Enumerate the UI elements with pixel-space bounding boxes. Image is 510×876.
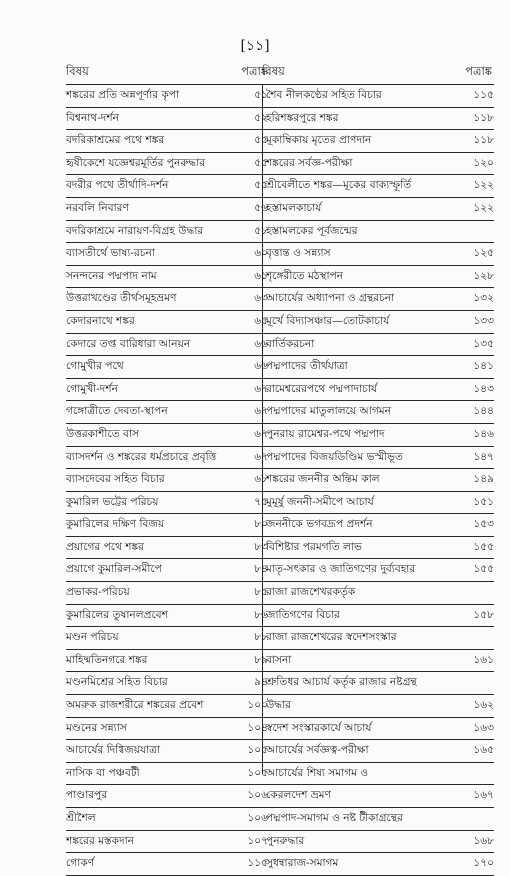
toc-entry-title: প্রয়াগে কুমারিল-সমীপে	[66, 563, 162, 576]
toc-entry-page: ৫৫	[254, 156, 268, 169]
toc-entry-title: জননীকে ভগবদ্রূপ প্রদর্শন	[266, 518, 373, 531]
toc-entry-title: গোকর্ণ	[66, 857, 95, 870]
toc-entry	[262, 401, 494, 424]
toc-entry	[66, 537, 268, 560]
toc-entry-page: ১৬৭	[473, 789, 494, 802]
toc-entry-page: ১২২	[473, 201, 494, 214]
toc-entry	[262, 153, 494, 176]
toc-entry-title: প্রভাকর-পরিচয়	[66, 586, 130, 599]
toc-entry-page: ৮০	[254, 518, 268, 531]
toc-entry-title: পদ্মপাদের তীর্থযাত্রা	[266, 360, 348, 373]
toc-entry	[262, 650, 494, 673]
toc-entry-page: ১৫৮	[473, 608, 494, 621]
toc-entry-title: রামেশ্বরেরপথে পদ্মপাদাচার্য	[266, 382, 378, 395]
toc-entry-title: কুমারিল ভট্টের পরিচয়	[66, 495, 159, 508]
toc-entry-page: ৮৮	[254, 631, 268, 644]
toc-entry-page: ১০৬	[247, 812, 268, 824]
toc-entry-page: ১৪৩	[473, 382, 494, 395]
toc-entry	[262, 740, 494, 763]
toc-entry	[66, 831, 268, 854]
toc-entry-page: ১৩২	[473, 292, 494, 305]
toc-entry-page: ৯৪	[254, 676, 268, 689]
toc-entry-title: উদ্ধার	[266, 699, 291, 712]
toc-entry-title: শঙ্করের সর্বজ্ঞ-পরীক্ষা	[266, 156, 353, 169]
toc-entry	[66, 266, 268, 289]
toc-entry-page: ১৬২	[473, 699, 494, 712]
toc-entry-title: পদ্মপাদ-সমাগম ও নষ্ট টীকাগ্রন্থের	[266, 812, 403, 824]
toc-entry-title: ব্যাসদর্শন ও শঙ্করের ধর্মপ্রচারে প্রবৃত্তি	[66, 450, 217, 463]
toc-entry-title: আচার্যের সর্বজ্ঞত্ব-পরীক্ষা	[266, 744, 369, 757]
toc-entry	[66, 334, 268, 357]
toc-entry	[262, 334, 494, 357]
toc-entry	[66, 108, 268, 131]
toc-entry	[262, 175, 494, 198]
toc-entry-page: ১২৫	[473, 247, 494, 260]
toc-entry-title: বদরীর পথে তীর্থাদি-দর্শন	[66, 179, 169, 192]
toc-entry-page: ৮৩	[254, 540, 268, 553]
toc-entry	[66, 288, 268, 311]
toc-entry-title: মণ্ডনমিশ্রের সহিত বিচার	[66, 676, 168, 689]
toc-entry	[262, 221, 494, 244]
toc-entry	[66, 130, 268, 153]
toc-entry-page: ১৫৫	[473, 563, 494, 576]
toc-entry-page: ৫৮	[254, 224, 268, 237]
toc-entry-title: পুনরুদ্ধার	[266, 834, 305, 847]
toc-entry	[66, 221, 268, 244]
toc-entry-page: ১৫৩	[473, 518, 494, 531]
toc-entry-title: মূর্খে বিদ্যাসঞ্চার—তোটকাচার্য	[266, 314, 390, 327]
toc-entry	[66, 447, 268, 470]
toc-entry	[262, 831, 494, 854]
toc-entry-title: হরিশঙ্করপুরে শঙ্কর	[266, 111, 339, 124]
toc-entry-title: রাজা রাজশেখরকর্তৃক	[266, 586, 356, 599]
toc-entry	[262, 469, 494, 492]
toc-entry-page: ৬৭	[254, 450, 268, 463]
toc-entry-page: ১১৫	[473, 89, 494, 101]
toc-entry-title: আচার্যের দিগ্বিজয়যাত্রা	[66, 744, 161, 757]
toc-entry-page: ১৩৩	[473, 314, 494, 327]
toc-entry	[262, 130, 494, 153]
toc-entry-title: শঙ্করের মস্তকদান	[66, 834, 135, 847]
toc-entry	[262, 605, 494, 628]
toc-entry-title: নরবলি নিবারণ	[66, 201, 129, 214]
toc-entry-page: ৫২	[254, 111, 268, 124]
toc-entry	[262, 718, 494, 741]
page-number: [১১]	[240, 38, 270, 54]
subject-heading: বিষয়	[66, 64, 89, 78]
toc-entry	[262, 311, 494, 334]
toc-entry-title: বার্তিকরচনা	[266, 337, 315, 350]
toc-entry	[66, 85, 268, 108]
toc-entry-page: ১০৭	[247, 834, 268, 847]
toc-entry-page: ১৫১	[473, 495, 494, 508]
left-entry-list	[66, 85, 268, 876]
toc-entry	[66, 401, 268, 424]
toc-entry-page: ১৬৮	[473, 834, 494, 847]
toc-entry-title: কেদারনাথে শঙ্কর	[66, 314, 135, 327]
toc-entry-page: ৬৮	[254, 473, 268, 486]
toc-entry-title: শ্রুতিধর আচার্য কর্তৃক রাজার নষ্টগ্রন্থ	[266, 676, 417, 689]
toc-entry-page: ৮৪	[254, 563, 268, 576]
toc-entry	[66, 853, 268, 876]
right-column	[262, 66, 494, 876]
toc-entry-page: ৫৬	[254, 201, 268, 214]
toc-entry-page: ৬৬	[254, 337, 268, 350]
toc-entry-page: ১৪৯	[473, 473, 494, 486]
toc-entry-page: ১২৮	[473, 269, 494, 282]
toc-entry-title: শৈব নীলকণ্ঠের সহিত বিচার	[266, 89, 382, 101]
toc-entry	[66, 379, 268, 402]
toc-entry	[66, 672, 268, 695]
toc-entry-title: গোমুখীর পথে	[66, 360, 124, 373]
toc-entry-page: ১৫৫	[473, 540, 494, 553]
toc-entry-title: সনন্দনের পদ্মপাদ নাম	[66, 269, 157, 282]
toc-entry-page: ১৭০	[473, 857, 494, 870]
toc-entry-title: স্বদেশ সংস্কারকার্যে আচার্য	[266, 721, 372, 734]
toc-entry	[262, 288, 494, 311]
toc-entry-title: মুমূর্ষু জননী-সমীপে আচার্য	[266, 495, 374, 508]
toc-entry-title: পাণ্ডারপুর	[66, 789, 108, 802]
toc-entry	[262, 492, 494, 515]
toc-entry-title: হস্তামলকের পূর্বজন্মের	[266, 224, 358, 237]
toc-entry	[262, 537, 494, 560]
toc-entry	[262, 763, 494, 786]
toc-entry	[66, 175, 268, 198]
toc-entry-page: ১৪১	[473, 360, 494, 373]
toc-entry-page: ১০৬	[247, 789, 268, 802]
toc-entry	[262, 85, 494, 108]
toc-entry	[262, 695, 494, 718]
toc-entry	[66, 605, 268, 628]
toc-entry	[66, 559, 268, 582]
toc-entry-title: ব্যাসতীর্থে ভাষ্য-রচনা	[66, 247, 155, 260]
toc-entry-title: শ্রীশৈল	[66, 812, 96, 824]
toc-entry	[66, 469, 268, 492]
toc-entry-title: বাসনা	[266, 653, 292, 666]
toc-entry-page: ১০৪	[247, 721, 268, 734]
toc-entry	[66, 627, 268, 650]
subject-heading: বিষয়	[262, 64, 285, 78]
toc-entry-page: ১০৫	[247, 744, 268, 757]
toc-entry	[66, 243, 268, 266]
left-column	[66, 64, 268, 876]
toc-entry	[66, 492, 268, 515]
toc-entry-page: ১৩৫	[473, 337, 494, 350]
toc-entry-page: ৮৬	[254, 608, 268, 621]
toc-entry-page: ১৬৩	[473, 721, 494, 734]
toc-entry	[66, 785, 268, 808]
toc-entry	[262, 266, 494, 289]
toc-entry-title: শৃঙ্গেরীতে মঠস্থাপন	[266, 269, 344, 282]
toc-entry	[262, 447, 494, 470]
toc-entry	[66, 582, 268, 605]
toc-entry-title: বদরিকাশ্রমে নারায়ণ-বিগ্রহ উদ্ধার	[66, 224, 204, 237]
toc-entry	[262, 514, 494, 537]
toc-entry-title: কুমারিলের তুষানলপ্রবেশ	[66, 608, 168, 621]
toc-entry	[66, 695, 268, 718]
toc-entry	[66, 424, 268, 447]
toc-entry-page: ৬৭	[254, 405, 268, 418]
toc-entry-page: ১৪৬	[473, 427, 494, 440]
toc-entry	[66, 740, 268, 763]
toc-entry-title: আচার্যের অধ্যাপনা ও গ্রন্থরচনা	[266, 292, 395, 305]
toc-entry-title: বৃত্তান্ত ও সন্ন্যাস	[266, 247, 331, 260]
toc-entry-page: ৬০	[254, 247, 268, 260]
toc-entry-title: হস্তামলকাচার্য	[266, 201, 322, 214]
toc-entry-title: আচার্যের শিষ্য সমাগম ও	[266, 766, 369, 779]
toc-entry	[262, 198, 494, 221]
toc-entry-page: ১২২	[473, 179, 494, 192]
toc-entry-title: গঙ্গোত্রীতে দেবতা-স্থাপন	[66, 405, 168, 418]
toc-entry-title: মূকাম্বিকায় মৃতের প্রাণদান	[266, 134, 372, 147]
toc-entry-page: ৫৫	[254, 179, 268, 192]
toc-entry	[262, 379, 494, 402]
toc-entry	[66, 198, 268, 221]
toc-entry-page: ১১৮	[473, 111, 494, 124]
toc-entry-title: মণ্ডনের সন্ন্যাস	[66, 721, 127, 734]
toc-entry-title: হৃষীকেশে যজ্ঞেশ্বরমূর্তির পুনরুদ্ধার	[66, 156, 206, 169]
toc-entry-page: ৬১	[254, 269, 268, 282]
toc-entry	[262, 785, 494, 808]
toc-entry	[262, 559, 494, 582]
toc-entry-page: ১১৮	[473, 134, 494, 147]
toc-entry-page: ১৪৪	[473, 405, 494, 418]
toc-entry-page: ৭৫	[254, 495, 268, 508]
toc-entry-title: উত্তরকাশীতে বাস	[66, 427, 139, 440]
toc-entry-page: ৫১	[254, 89, 268, 101]
toc-entry-title: ব্যাসদেবের সহিত বিচার	[66, 473, 165, 486]
toc-entry	[262, 853, 494, 876]
toc-entry	[66, 718, 268, 741]
toc-entry	[66, 514, 268, 537]
page-heading: পত্রাঙ্ক	[465, 64, 492, 78]
toc-entry-title: জাতিগণের বিচার	[266, 608, 340, 621]
toc-entry	[262, 108, 494, 131]
toc-entry-page: ১১৫	[247, 857, 268, 870]
toc-entry-title: বিশ্বনাথ-দর্শন	[66, 111, 119, 124]
toc-entry-title: কেরলদেশ ভ্রমণ	[266, 789, 331, 802]
toc-entry-page: ১২০	[473, 156, 494, 169]
toc-entry-page: ৮৫	[254, 586, 268, 599]
toc-entry-page: ৬৭	[254, 382, 268, 395]
toc-entry	[66, 356, 268, 379]
toc-entry-title: শঙ্করের জননীর অন্তিম কাল	[266, 473, 380, 486]
toc-entry	[66, 153, 268, 176]
toc-entry	[262, 356, 494, 379]
toc-entry-page: ৬৫	[254, 314, 268, 327]
toc-entry	[262, 808, 494, 831]
toc-entry-title: অমরুক রাজশরীরে শঙ্করের প্রবেশ	[66, 699, 204, 712]
toc-entry	[262, 627, 494, 650]
toc-entry-page: ১০০	[247, 699, 268, 712]
toc-entry-page: ৫৫	[254, 134, 268, 147]
toc-entry-title: পদ্মপাদের মাতুলালয়ে আগমন	[266, 405, 391, 418]
toc-entry-page: ৬৩	[254, 292, 268, 305]
toc-entry-title: পুনরায় রামেশ্বর-পথে পদ্মপাদ	[266, 427, 385, 440]
toc-entry-title: বিশিষ্টার পরমগতি লাভ	[266, 540, 362, 553]
toc-entry-title: নাসিক বা পঞ্চবটী	[66, 766, 140, 779]
toc-entry-page: ৬৬	[254, 360, 268, 373]
toc-entry-page: ৮৯	[254, 653, 268, 666]
toc-entry-page: ১০৫	[247, 766, 268, 779]
page-heading: পত্রাঙ্ক	[241, 64, 268, 78]
toc-entry	[66, 650, 268, 673]
toc-entry-title: মাতৃ-সৎকার ও জাতিগণের দুর্ব্যবহার	[266, 563, 416, 576]
toc-entry-title: মাহিষ্মতিনগরে শঙ্কর	[66, 653, 148, 666]
toc-entry	[262, 672, 494, 695]
toc-entry	[66, 808, 268, 831]
toc-entry	[262, 424, 494, 447]
toc-entry-title: গোমুখী-দর্শন	[66, 382, 118, 395]
right-entry-list	[262, 85, 494, 876]
toc-entry-title: রাজা রাজশেখরের স্বদেশসংস্কার	[266, 631, 397, 644]
toc-entry-page: ৬৭	[254, 427, 268, 440]
toc-entry-title: শঙ্করের প্রতি অন্নপূর্ণার কৃপা	[66, 89, 180, 101]
toc-entry-page: ১৬১	[473, 653, 494, 666]
left-column-header	[66, 64, 268, 85]
right-column-header	[262, 66, 494, 85]
toc-entry-title: কুমারিলের দক্ষিণ বিজয়	[66, 518, 165, 531]
toc-entry-title: প্রয়াগের পথে শঙ্কর	[66, 540, 145, 553]
toc-entry-title: সুধন্বারাজ-সমাগম	[266, 857, 339, 870]
toc-entry	[262, 582, 494, 605]
toc-entry-page: ১৬৫	[473, 744, 494, 757]
toc-entry-title: মণ্ডন পরিচয়	[66, 631, 119, 644]
toc-entry-title: বদরিকাশ্রমের পথে শঙ্কর	[66, 134, 165, 147]
toc-entry	[66, 311, 268, 334]
toc-entry	[66, 763, 268, 786]
toc-entry	[262, 243, 494, 266]
toc-entry-title: কেদারে তপ্ত বারিধারা আনয়ন	[66, 337, 191, 350]
toc-entry-title: শ্রীবেলীতে শঙ্কর—মূকের বাক্যস্ফূর্তি	[266, 179, 412, 192]
toc-entry-title: উত্তরাখণ্ডের তীর্থসমূহভ্রমণ	[66, 292, 177, 305]
toc-entry-page: ১৪৭	[473, 450, 494, 463]
toc-entry-title: পদ্মপাদের বিজয়ডিণ্ডিম ভস্মীভূত	[266, 450, 403, 463]
